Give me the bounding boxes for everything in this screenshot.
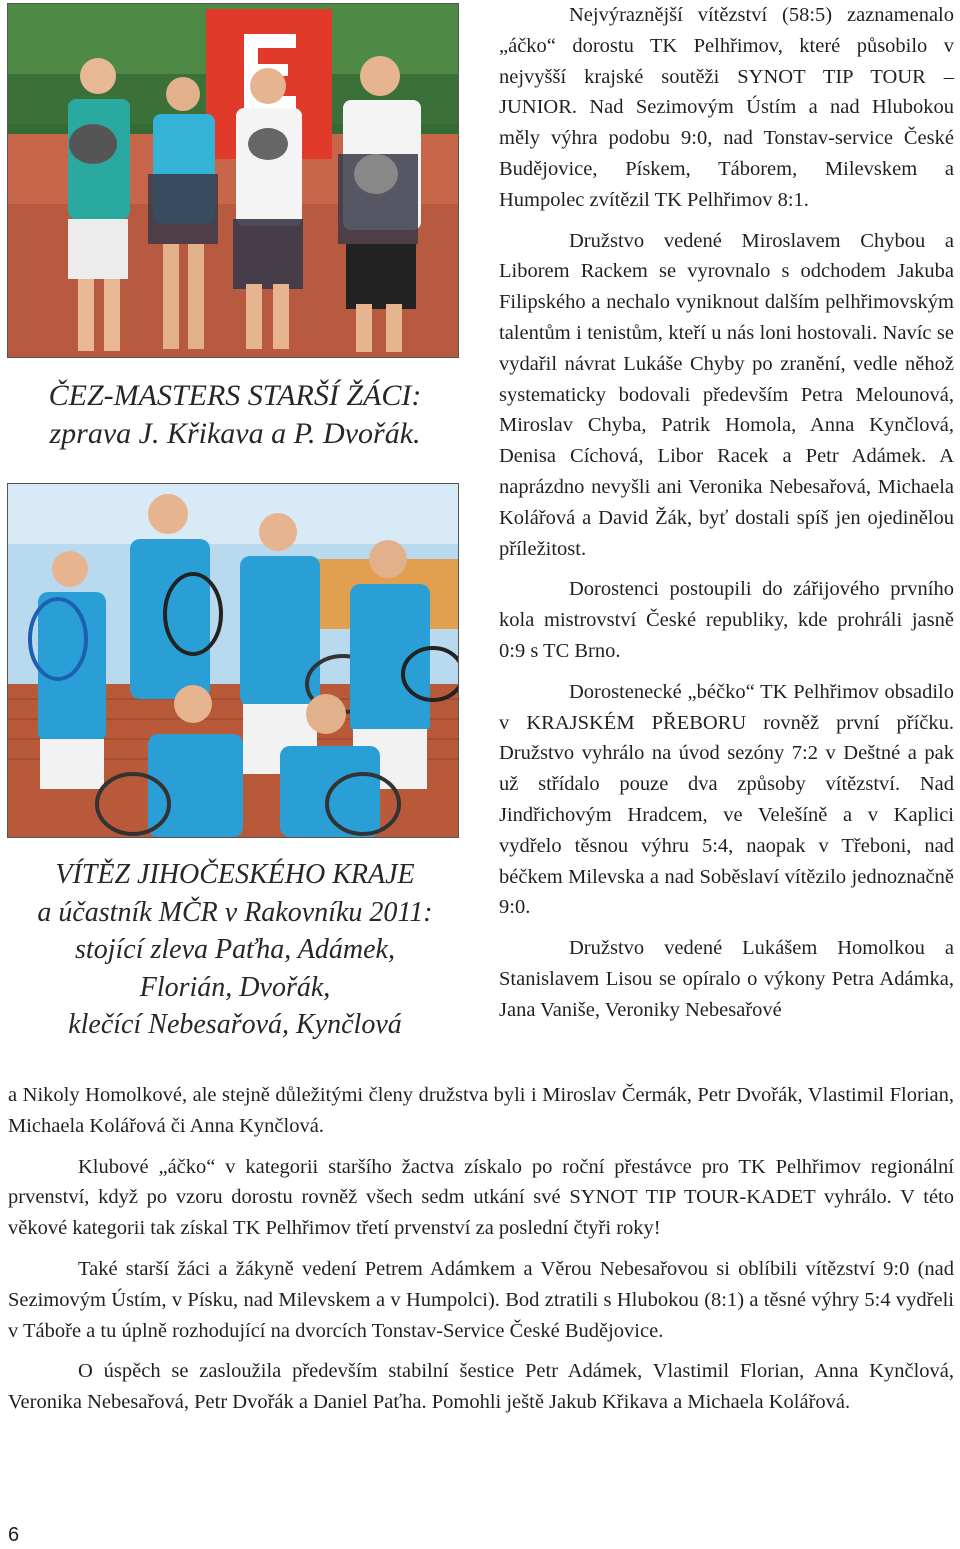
photo-region-winners (7, 483, 459, 838)
caption-winners-line: a účastník MČR v Rakovníku 2011: (37, 896, 433, 928)
paragraph-older-pupils: Také starší žáci a žákyně vedení Petrem Adámkem a Věrou Nebesařovou si oblíbili vítězství 9:0 (nad Sezimovým Ústím, v Písku, nad Milevskem a v Humpolci). Bod ztratili s Hlubokou (8:1) a těsné výhry 5:4 vydřeli v Táboře a tu úplně rozhodující na dvorcích Tonstav-Service České Budějovice. (8, 1257, 954, 1342)
caption-masters (10, 377, 460, 453)
photo-masters-team (7, 3, 459, 358)
caption-masters-line: ČEZ-MASTERS STARŠÍ ŽÁCI: (48, 379, 422, 412)
caption-winners (10, 856, 460, 1044)
paragraph-homolka-end: a Nikoly Homolkové, ale stejně důležitými členy družstva byli i Miroslav Čermák, Petr Dvořák, Vlastimil Florian, Michaela Kolářová či Anna Kynčlová. (8, 1084, 954, 1137)
paragraph-homolka-start: Družstvo vedené Lukášem Homolkou a Stanislavem Lisou se opíralo o výkony Petra Adámka, Jana Vaniše, Veroniky Nebesařové (499, 937, 954, 1021)
paragraph-team-chyba: Družstvo vedené Miroslavem Chybou a Liborem Rackem se vyrovnalo s odchodem Jakuba Filipského a nechalo vyniknout dalším pelhřimovským talentům i tenistům, kteří u nás loni hostovali. Navíc se vydařil návrat Lukáše Chyby po zranění, vedle něhož systematicky bodovali především Petra Melounová, Miroslav Chyba, Patrik Homola, Anna Kynčlová, Denisa Cíchová, Libor Racek a Petr Adámek. A naprázdno nevyšli ani Veronika Nebesařová, Michaela Kolářová a David Žák, byť dostali spíš jen ojedinělou příležitost. (499, 229, 954, 560)
paragraph-junior-results: Nejvýraznější vítězství (58:5) zaznamenalo „áčko“ dorostu TK Pelhřimov, které působilo v nejvyšší krajské soutěži SYNOT TIP TOUR – JUNIOR. Nad Sezimovým Ústím a nad Hlubokou měly výhra podobu 9:0, nad Tonstav-service České Budějovice, Pískem, Táborem, Milevskem a Humpolec zvítězil TK Pelhřimov 8:1. (499, 4, 954, 211)
article-right-column (499, 0, 954, 1026)
paragraph-kadet: Klubové „áčko“ v kategorii staršího žactva získalo po roční přestávce pro TK Pelhřimov regionální prvenství, když po vzoru dorostu rovněž všech sedm utkání své SYNOT TIP TOUR-KADET vyhrálo. V této věkové kategorii tak získal TK Pelhřimov třetí prvenství za poslední čtyři roky! (8, 1155, 954, 1240)
caption-masters-line: zprava J. Křikava a P. Dvořák. (49, 417, 421, 450)
caption-winners-line: stojící zleva Paťha, Adámek, (75, 934, 395, 966)
caption-winners-line: Florián, Dvořák, (139, 971, 331, 1003)
paragraph-b-team: Dorostenecké „béčko“ TK Pelhřimov obsadilo v KRAJSKÉM PŘEBORU rovněž první příčku. Družstvo vyhrálo na úvod sezóny 7:2 v Deštné a pak už střídalo pouze dva způsoby vítězství. Nad Jindřichovým Hradcem, ve Velešíně a v Kaplici vydřelo těsnou výhru 5:4, naopak v Třeboni, nad béčkem Milevska a nad Soběslaví vítězilo jednoznačně 9:0. (499, 680, 954, 919)
caption-winners-line: klečící Nebesařová, Kynčlová (68, 1009, 402, 1041)
paragraph-key-players: O úspěch se zasloužila především stabilní šestice Petr Adámek, Vlastimil Florian, Anna Kynčlová, Veronika Nebesařová, Petr Dvořák a Daniel Paťha. Pomohli ještě Jakub Křikava a Michaela Kolářová. (8, 1360, 954, 1414)
caption-winners-line: VÍTĚZ JIHOČESKÉHO KRAJE (55, 859, 415, 890)
paragraph-championship: Dorostenci postoupili do zářijového prvního kola mistrovství České republiky, kde prohráli jasně 0:9 s TC Brno. (499, 578, 954, 662)
article-full-width (8, 1080, 954, 1418)
page-number: 6 (8, 1524, 20, 1546)
